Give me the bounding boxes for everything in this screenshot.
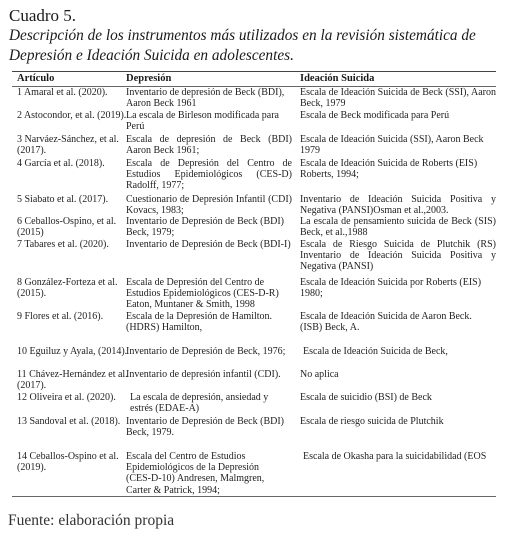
row-3-depression: Escala de depresión de Beck (BDI) Aaron Beck 1961;	[126, 134, 292, 157]
row-14-article: 14 Ceballos-Ospino et al. (2019).	[17, 451, 119, 474]
row-4-article: 4 García et al. (2018).	[17, 158, 105, 169]
row-8-ideation: Escala de Ideación Suicida por Roberts (EIS) 1980;	[300, 277, 482, 300]
row-7-ideation: Escala de Riesgo Suicida de Plutchik (RS) Inventario de Ideación Suicida Positiva y Negativa (PANSI)	[300, 239, 496, 273]
row-2-article: 2 Astocondor, et al. (2019).	[17, 110, 127, 121]
row-1-article: 1 Amaral et al. (2020).	[17, 87, 108, 98]
source-note: Fuente: elaboración propia	[8, 512, 175, 529]
bottom-rule	[12, 496, 496, 497]
row-13-article: 13 Sandoval et al. (2018).	[17, 416, 121, 427]
row-14-ideation: Escala de Okasha para la suicidabilidad (EOS	[303, 451, 487, 462]
row-6-depression: Inventario de Depresión de Beck (BDI) Beck, 1979;	[126, 216, 284, 239]
top-rule	[12, 71, 496, 72]
row-13-ideation: Escala de riesgo suicida de Plutchik	[300, 416, 444, 427]
row-3-ideation: Escala de Ideación Suicida (SSI), Aaron Beck 1979	[300, 134, 484, 157]
row-5-ideation: Inventario de Ideación Suicida Positiva y Negativa (PANSI)Osman et al.,2003.	[300, 194, 496, 217]
row-12-ideation: Escala de suicidio (BSI) de Beck	[300, 392, 432, 403]
row-2-ideation: Escala de Beck modificada para Perú	[300, 110, 450, 121]
row-1-ideation: Escala de Ideación Suicida de Beck (SSI), Aaron Beck, 1979	[300, 87, 496, 110]
row-9-ideation: Escala de Ideación Suicida de Aaron Beck. (ISB) Beck, A.	[300, 311, 472, 334]
row-8-article: 8 González-Forteza et al. (2015).	[17, 277, 118, 300]
row-8-depression: Escala de Depresión del Centro de Estudios Epidemiológicos (CES-D-R) Eaton, Muntaner & Smith, 1998	[126, 277, 279, 311]
header-ideation: Ideación Suicida	[300, 73, 375, 84]
row-4-ideation: Escala de Ideación Suicida de Roberts (EIS) Roberts, 1994;	[300, 158, 478, 181]
row-10-depression: Inventario de Depresión de Beck, 1976;	[126, 346, 286, 357]
row-6-article: 6 Ceballos-Ospino, et al. (2015)	[17, 216, 117, 239]
row-4-depression: Escala de Depresión del Centro de Estudios Epidemiológicos (CES-D) Radolff, 1977;	[126, 158, 292, 192]
row-12-depression: La escala de depresión, ansiedad y estrés (EDAE-A)	[130, 392, 269, 415]
row-7-article: 7 Tabares et al. (2020).	[17, 239, 109, 250]
row-11-article: 11 Chávez-Hernández et al. (2017).	[17, 369, 128, 392]
row-5-article: 5 Siabato et al. (2017).	[17, 194, 109, 205]
row-6-ideation: La escala de pensamiento suicida de Beck (SIS) Beck, et al.,1988	[300, 216, 496, 239]
table-label: Cuadro 5.	[9, 6, 77, 25]
row-5-depression: Cuestionario de Depresión Infantil (CDI) Kovacs, 1983;	[126, 194, 292, 217]
row-7-depression: Inventario de Depresión de Beck (BDI-I)	[126, 239, 291, 250]
row-3-article: 3 Narváez-Sánchez, et al. (2017).	[17, 134, 119, 157]
row-9-article: 9 Flores et al. (2016).	[17, 311, 104, 322]
row-13-depression: Inventario de Depresión de Beck (BDI) Beck, 1979.	[126, 416, 284, 439]
row-12-article: 12 Oliveira et al. (2020).	[17, 392, 116, 403]
row-10-article: 10 Eguiluz y Ayala, (2014).	[17, 346, 128, 357]
row-14-depression: Escala del Centro de Estudios Epidemiológicos de la Depresión (CES-D-10) Andresen, Malmgren, Carter & Patrick, 1994;	[126, 451, 265, 496]
header-depression: Depresión	[126, 73, 172, 84]
row-9-depression: Escala de la Depresión de Hamilton. (HDRS) Hamilton,	[126, 311, 273, 334]
table-caption: Descripción de los instrumentos más utilizados en la revisión sistemática de Depresión e Ideación Suicida en adolescentes.	[9, 27, 476, 64]
row-11-ideation: No aplica	[300, 369, 339, 380]
row-10-ideation: Escala de Ideación Suicida de Beck,	[303, 346, 448, 357]
row-2-depression: La escala de Birleson modificada para Perú	[126, 110, 279, 133]
header-article: Artículo	[17, 73, 55, 84]
row-11-depression: Inventario de depresión infantil (CDI).	[126, 369, 281, 380]
row-1-depression: Inventario de depresión de Beck (BDI), Aaron Beck 1961	[126, 87, 285, 110]
